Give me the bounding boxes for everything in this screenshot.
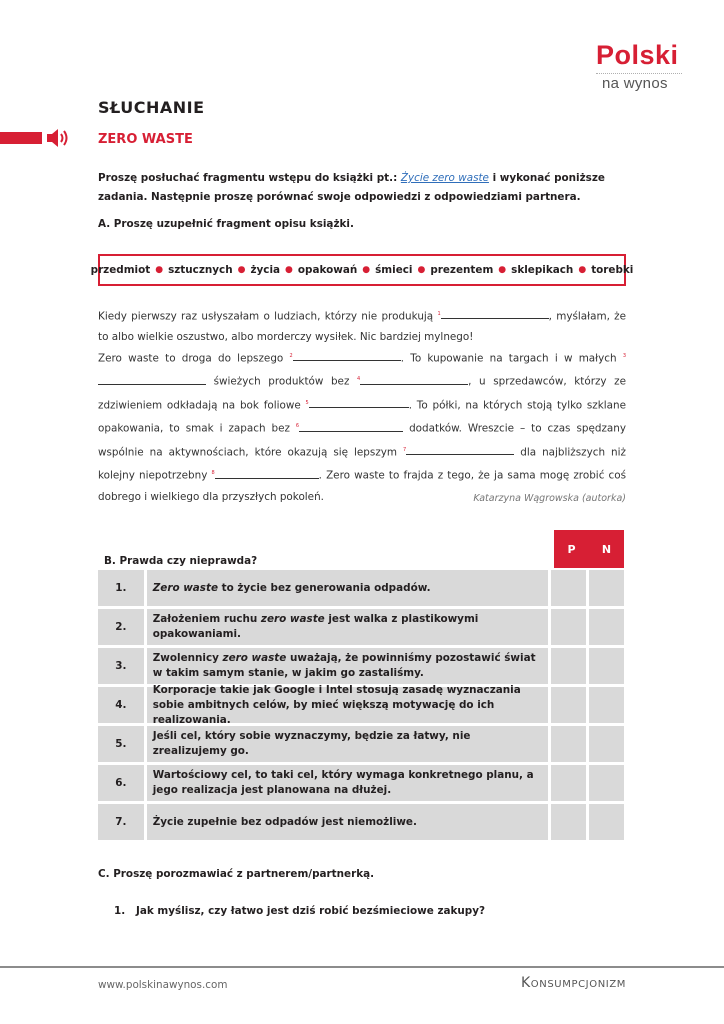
row-statement xyxy=(147,765,549,801)
bullet-icon: ● xyxy=(417,265,426,275)
gap-number: 1 xyxy=(437,311,441,317)
paragraph-text: dla najbliższych niż kolejny niepotrzebny xyxy=(98,446,626,482)
row-number: 1. xyxy=(98,570,144,606)
answer-cell-n[interactable] xyxy=(589,726,624,762)
statement-emphasis: zero waste xyxy=(260,613,325,625)
column-header-p: P xyxy=(554,530,589,568)
word-bank-item: życia xyxy=(250,264,281,276)
gap-number: 8 xyxy=(211,470,215,477)
paragraph-2 xyxy=(98,346,626,508)
book-title-link[interactable]: Życie zero waste xyxy=(400,172,489,184)
statement-text: Założeniem ruchu xyxy=(152,613,261,625)
paragraph-text: . Zero waste to frajda z tego, że ja sama mogę zrobić coś dobrego i wielkiego dla przyszłych pokoleń. xyxy=(98,469,626,503)
word-bank-item: sztucznych xyxy=(168,264,233,276)
gap-2-blank[interactable] xyxy=(293,350,401,361)
paragraph-text: dodatków. Wreszcie – to czas spędzany wspólnie na aktywnościach, które okazują się lepszym xyxy=(98,422,626,459)
answer-cell-p[interactable] xyxy=(551,765,586,801)
answer-cell-p[interactable] xyxy=(551,687,586,723)
section-a-title: A. Proszę uzupełnić fragment opisu książki. xyxy=(98,218,354,230)
answer-cell-p[interactable] xyxy=(551,648,586,684)
logo-divider xyxy=(596,73,682,74)
logo-top-text: Polski xyxy=(596,40,679,70)
row-statement xyxy=(147,609,549,645)
gap-number: 2 xyxy=(289,353,293,359)
gap-5-blank[interactable] xyxy=(309,397,409,408)
column-header-n: N xyxy=(589,530,624,568)
answer-cell-p[interactable] xyxy=(551,609,586,645)
statement-text: Życie zupełnie bez odpadów jest niemożliwe. xyxy=(152,815,417,828)
row-statement xyxy=(147,683,549,726)
word-bank-item: prezentem xyxy=(430,264,494,276)
footer-divider-left xyxy=(0,966,84,968)
table-row xyxy=(98,648,624,684)
author-credit: Katarzyna Wągrowska (autorka) xyxy=(473,493,626,504)
topic-accent-bar xyxy=(0,132,42,144)
word-bank-item: torebki xyxy=(591,264,634,276)
statement-emphasis: Zero waste xyxy=(152,581,219,594)
paragraph-1 xyxy=(98,304,626,348)
answer-cell-p[interactable] xyxy=(551,570,586,606)
section-b-title: B. Prawda czy nieprawda? xyxy=(104,555,258,567)
row-statement xyxy=(147,570,549,606)
gap-3-blank[interactable] xyxy=(98,374,206,385)
row-number: 4. xyxy=(98,687,144,723)
answer-cell-n[interactable] xyxy=(589,648,624,684)
table-row xyxy=(98,765,624,801)
gap-6-blank[interactable] xyxy=(299,421,403,432)
section-c-title: C. Proszę porozmawiać z partnerem/partnerką. xyxy=(98,868,375,880)
word-bank-item: sklepikach xyxy=(511,264,574,276)
row-number: 7. xyxy=(98,804,144,840)
table-row xyxy=(98,804,624,840)
answer-cell-n[interactable] xyxy=(589,804,624,840)
gap-8-blank[interactable] xyxy=(215,468,319,479)
bullet-icon: ● xyxy=(285,265,293,275)
footer-topic: Konsumpcjonizm xyxy=(521,975,626,991)
gap-number: 4 xyxy=(356,376,361,383)
gap-number: 7 xyxy=(403,446,407,453)
discussion-question xyxy=(114,905,485,917)
answer-cell-n[interactable] xyxy=(589,570,624,606)
row-number: 3. xyxy=(98,648,144,684)
logo xyxy=(596,40,686,92)
footer-divider xyxy=(84,966,724,968)
answer-cell-p[interactable] xyxy=(551,804,586,840)
question-number: 1. xyxy=(114,905,126,917)
gap-1-blank[interactable] xyxy=(441,308,549,319)
intro-part1: Proszę posłuchać fragmentu wstępu do książki pt.: xyxy=(98,172,401,184)
table-row xyxy=(98,570,624,606)
bullet-icon: ● xyxy=(362,265,371,275)
gap-number: 3 xyxy=(622,353,627,359)
statement-emphasis: zero waste xyxy=(222,652,287,664)
answer-cell-n[interactable] xyxy=(589,609,624,645)
page-heading: SŁUCHANIE xyxy=(98,98,205,117)
paragraph-text: Kiedy pierwszy raz usłyszałam o ludziach, którzy nie produkują xyxy=(98,310,438,323)
logo-bottom-text: na wynos xyxy=(602,75,668,92)
gap-4-blank[interactable] xyxy=(360,374,468,385)
gap-number: 6 xyxy=(295,423,300,430)
row-statement xyxy=(147,648,549,684)
table-row xyxy=(98,683,624,726)
statement-text: to życie bez generowania odpadów. xyxy=(218,581,431,594)
bullet-icon: ● xyxy=(578,265,587,275)
row-number: 5. xyxy=(98,726,144,762)
statement-text: Jeśli cel, który sobie wyznaczymy, będzie za łatwy, nie zrealizujemy go. xyxy=(152,730,471,757)
word-bank-item: śmieci xyxy=(375,264,413,276)
answer-cell-p[interactable] xyxy=(551,726,586,762)
question-text: Jak myślisz, czy łatwo jest dziś robić bezśmieciowe zakupy? xyxy=(136,905,486,917)
paragraph-text: , u sprzedawców, którzy ze zdziwieniem odkładają na bok foliowe xyxy=(98,375,627,412)
paragraph-text: świeżych produktów bez xyxy=(206,375,357,388)
intro-part2: i wykonać poniższe zadania. Następnie proszę porównać swoje odpowiedzi z odpowiedziami partnera. xyxy=(98,172,605,203)
speaker-icon[interactable] xyxy=(46,128,72,148)
answer-cell-n[interactable] xyxy=(589,765,624,801)
word-bank xyxy=(90,254,634,286)
row-statement xyxy=(147,804,549,840)
intro-text xyxy=(98,169,634,207)
gap-7-blank[interactable] xyxy=(406,444,514,455)
true-false-table xyxy=(98,570,624,843)
gap-number: 5 xyxy=(305,399,309,406)
bullet-icon: ● xyxy=(237,265,246,275)
table-row xyxy=(98,609,624,645)
footer-website[interactable]: www.polskinawynos.com xyxy=(98,979,228,991)
row-number: 6. xyxy=(98,765,144,801)
word-bank-item: opakowań xyxy=(297,264,358,276)
statement-text: Wartościowy cel, to taki cel, który wymaga konkretnego planu, a jego realizacja jest planowana na dłużej. xyxy=(152,769,534,796)
word-bank-item: przedmiot xyxy=(90,264,151,276)
answer-cell-n[interactable] xyxy=(589,687,624,723)
table-row xyxy=(98,726,624,762)
paragraph-text: . To kupowanie na targach i w małych xyxy=(400,352,623,365)
statement-text: Korporacje takie jak Google i Intel stosują zasadę wyznaczania sobie ambitnych celów, by mieć większą motywację do ich realizowania. xyxy=(152,683,521,726)
row-statement xyxy=(147,726,549,762)
paragraph-text: . To półki, na których stoją tylko szklane opakowania, to smak i zapach bez xyxy=(98,399,626,435)
statement-text: jest walka z plastikowymi opakowaniami. xyxy=(152,613,479,640)
paragraph-text: , myślałam, że to albo wielkie oszustwo, albo morderczy wysiłek. Nic bardziej mylnego! xyxy=(98,310,626,344)
topic-title: ZERO WASTE xyxy=(98,132,193,147)
row-number: 2. xyxy=(98,609,144,645)
bullet-icon: ● xyxy=(498,265,507,275)
statement-text: Zwolennicy xyxy=(152,652,223,664)
bullet-icon: ● xyxy=(155,265,164,275)
paragraph-text: Zero waste to droga do lepszego xyxy=(98,352,290,365)
statement-text: uważają, że powinniśmy pozostawić świat w takim samym stanie, w jakim go zastaliśmy. xyxy=(152,652,536,679)
